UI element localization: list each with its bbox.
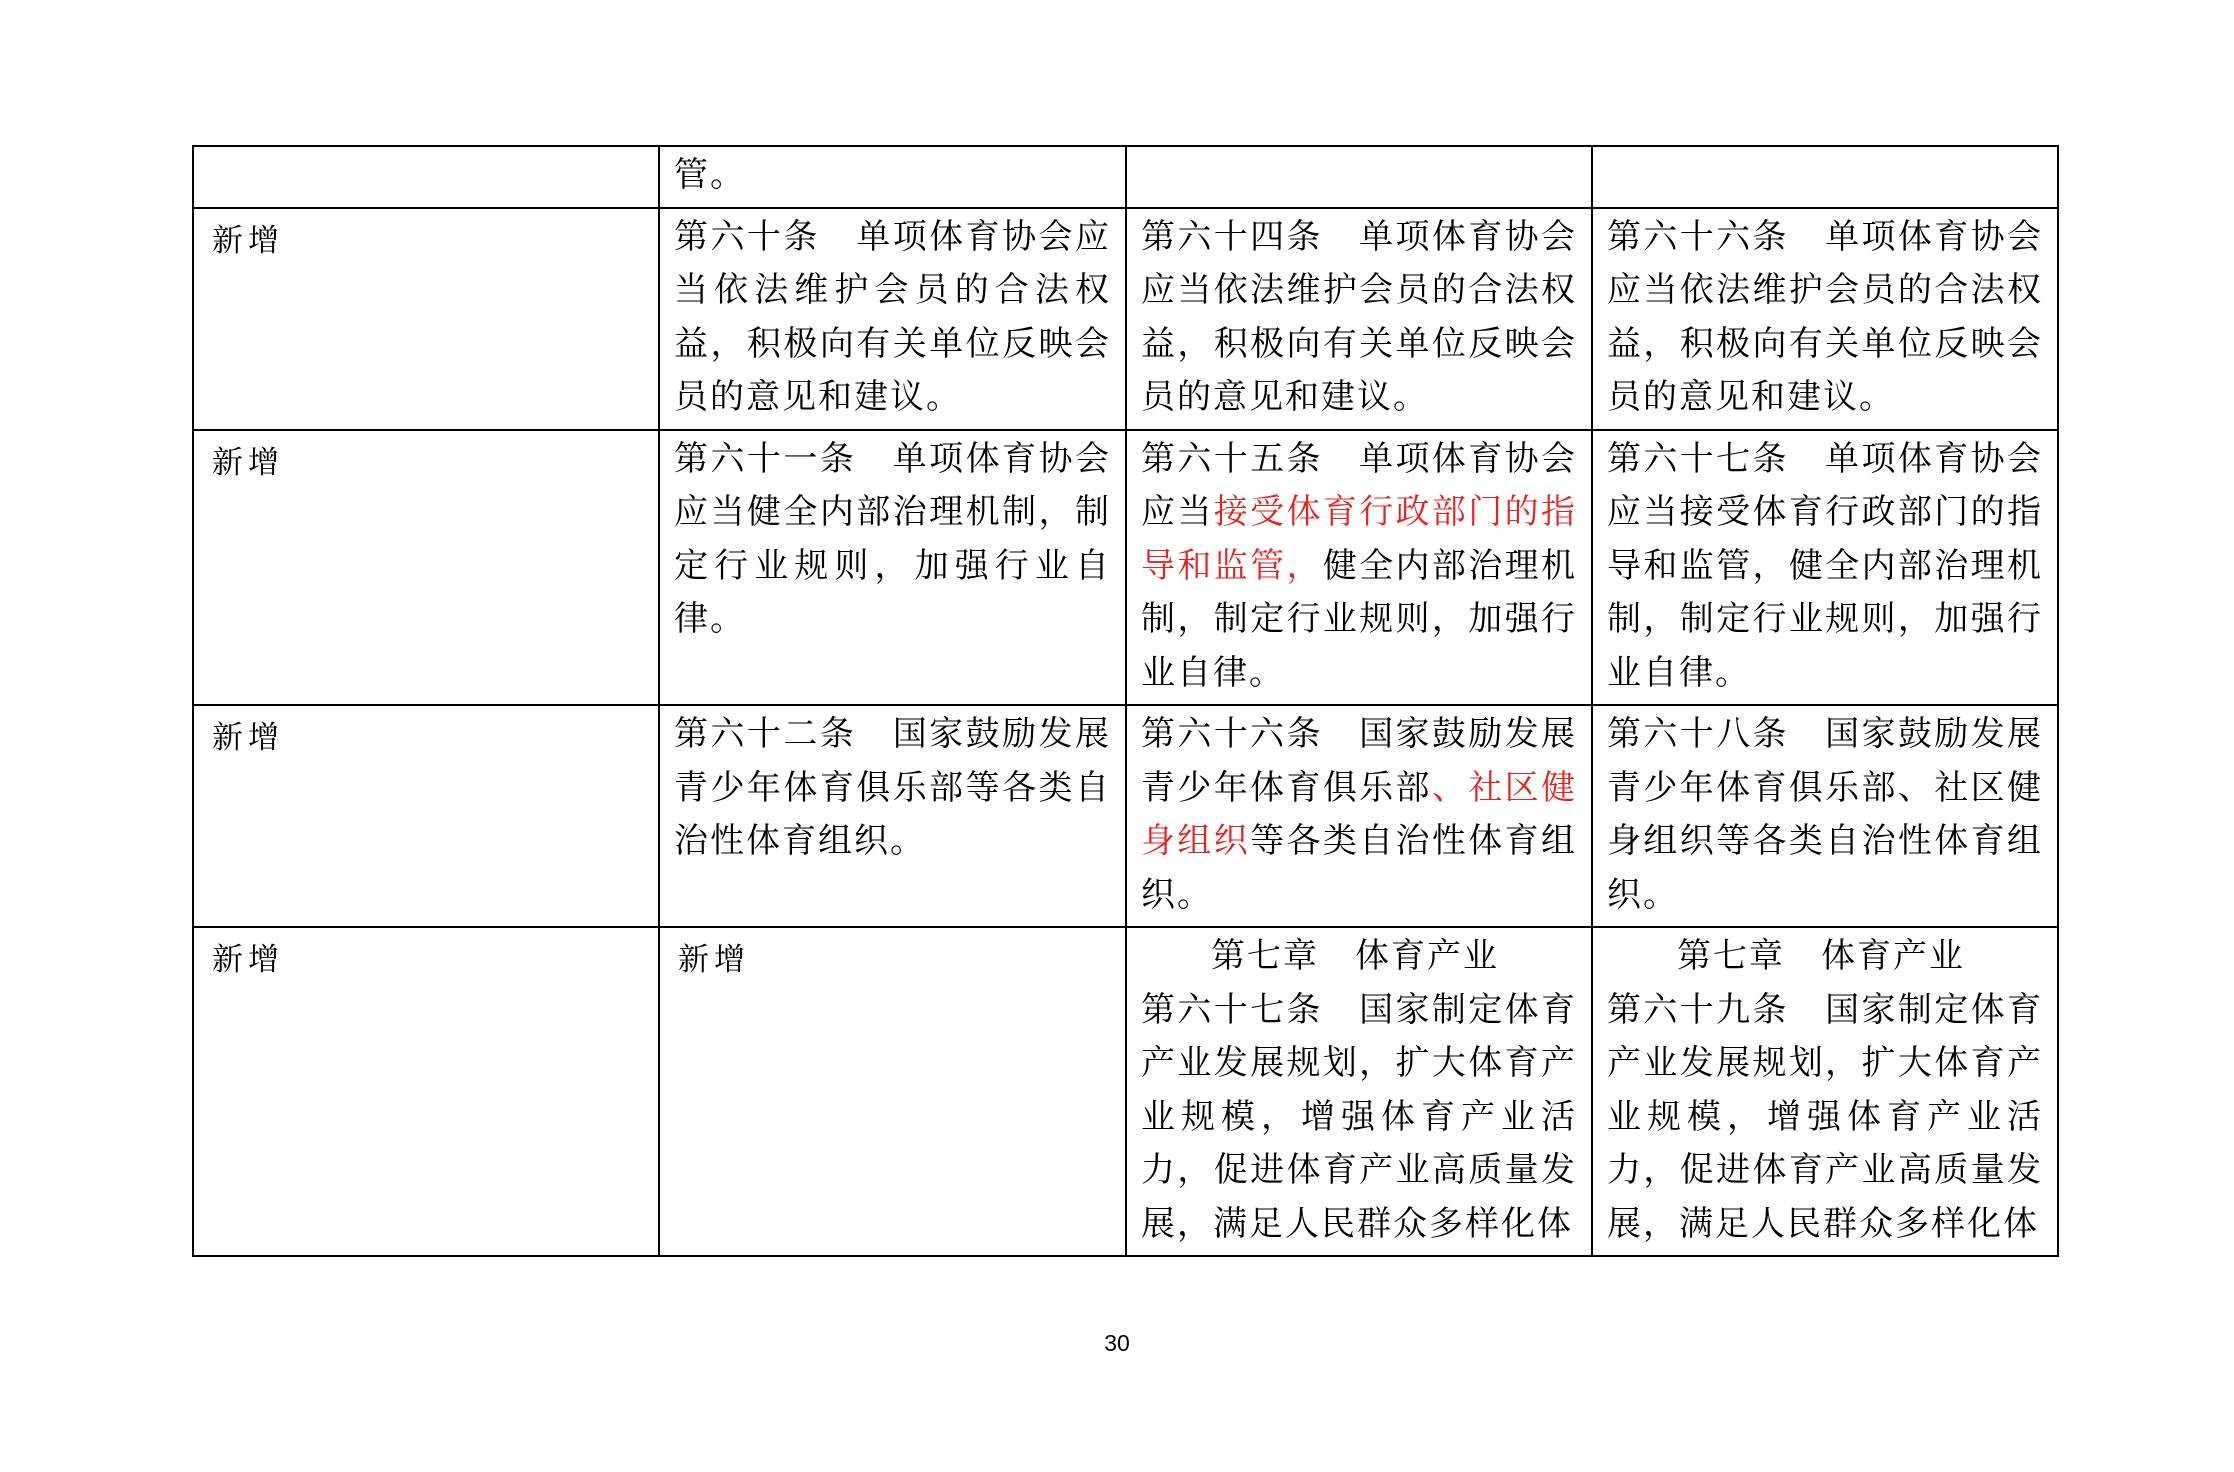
table-cell-original: 新增 bbox=[193, 927, 659, 1256]
table-cell-draft2 bbox=[1126, 705, 1592, 927]
table-cell-draft2 bbox=[1126, 927, 1592, 1256]
table-cell-draft2 bbox=[1126, 146, 1592, 208]
table-cell-draft1: 第六十一条 单项体育协会应当健全内部治理机制，制定行业规则，加强行业自律。 bbox=[659, 430, 1126, 706]
comparison-table bbox=[192, 145, 2059, 1257]
table-row bbox=[193, 927, 2058, 1256]
article-text: 第六十七条 国家制定体育产业发展规划，扩大体育产业规模，增强体育产业活力，促进体育产业高质量发展，满足人民群众多样化体 bbox=[1141, 989, 1577, 1244]
table-cell-draft3: 第六十七条 单项体育协会应当接受体育行政部门的指导和监管，健全内部治理机制，制定行业规则，加强行业自律。 bbox=[1592, 430, 2058, 706]
table-cell-original: 新增 bbox=[193, 430, 659, 706]
article-text: 第六十五条 单项体育协会应当 bbox=[1141, 438, 1577, 532]
table-cell-original bbox=[193, 146, 659, 208]
table-cell-draft1: 新增 bbox=[659, 927, 1126, 1256]
chapter-heading: 第七章 体育产业 bbox=[1211, 936, 1499, 976]
table-cell-draft3 bbox=[1592, 146, 2058, 208]
table-cell-draft3: 第六十八条 国家鼓励发展青少年体育俱乐部、社区健身组织等各类自治性体育组织。 bbox=[1592, 705, 2058, 927]
article-text: 第六十九条 国家制定体育产业发展规划，扩大体育产业规模，增强体育产业活力，促进体育产业高质量发展，满足人民群众多样化体 bbox=[1607, 989, 2043, 1244]
highlighted-change: 、社区健身组织 bbox=[1141, 767, 1578, 861]
table-cell-draft3 bbox=[1592, 927, 2058, 1256]
table-row bbox=[193, 705, 2058, 927]
article-text: 第六十六条 国家鼓励发展青少年体育俱乐部 bbox=[1141, 714, 1577, 808]
table-row bbox=[193, 146, 2058, 208]
table-cell-draft2: 第六十四条 单项体育协会应当依法维护会员的合法权益，积极向有关单位反映会员的意见和建议。 bbox=[1126, 208, 1592, 430]
table-cell-draft1: 第六十二条 国家鼓励发展青少年体育俱乐部等各类自治性体育组织。 bbox=[659, 705, 1126, 927]
article-text: 健全内部治理机制，制定行业规则，加强行业自律。 bbox=[1141, 545, 1578, 693]
table-cell-original: 新增 bbox=[193, 208, 659, 430]
table-row bbox=[193, 208, 2058, 430]
table-cell-original: 新增 bbox=[193, 705, 659, 927]
highlighted-change: 接受体育行政部门的指导和监管， bbox=[1141, 492, 1578, 586]
table-cell-draft1: 管。 bbox=[659, 146, 1126, 208]
page-number: 30 bbox=[1104, 1330, 1130, 1356]
table-row bbox=[193, 430, 2058, 706]
table-cell-draft1: 第六十条 单项体育协会应当依法维护会员的合法权益，积极向有关单位反映会员的意见和建议。 bbox=[659, 208, 1126, 430]
table-cell-draft3: 第六十六条 单项体育协会应当依法维护会员的合法权益，积极向有关单位反映会员的意见和建议。 bbox=[1592, 208, 2058, 430]
article-text: 等各类自治性体育组织。 bbox=[1141, 821, 1578, 915]
chapter-heading: 第七章 体育产业 bbox=[1677, 936, 1965, 976]
table-cell-draft2 bbox=[1126, 430, 1592, 706]
